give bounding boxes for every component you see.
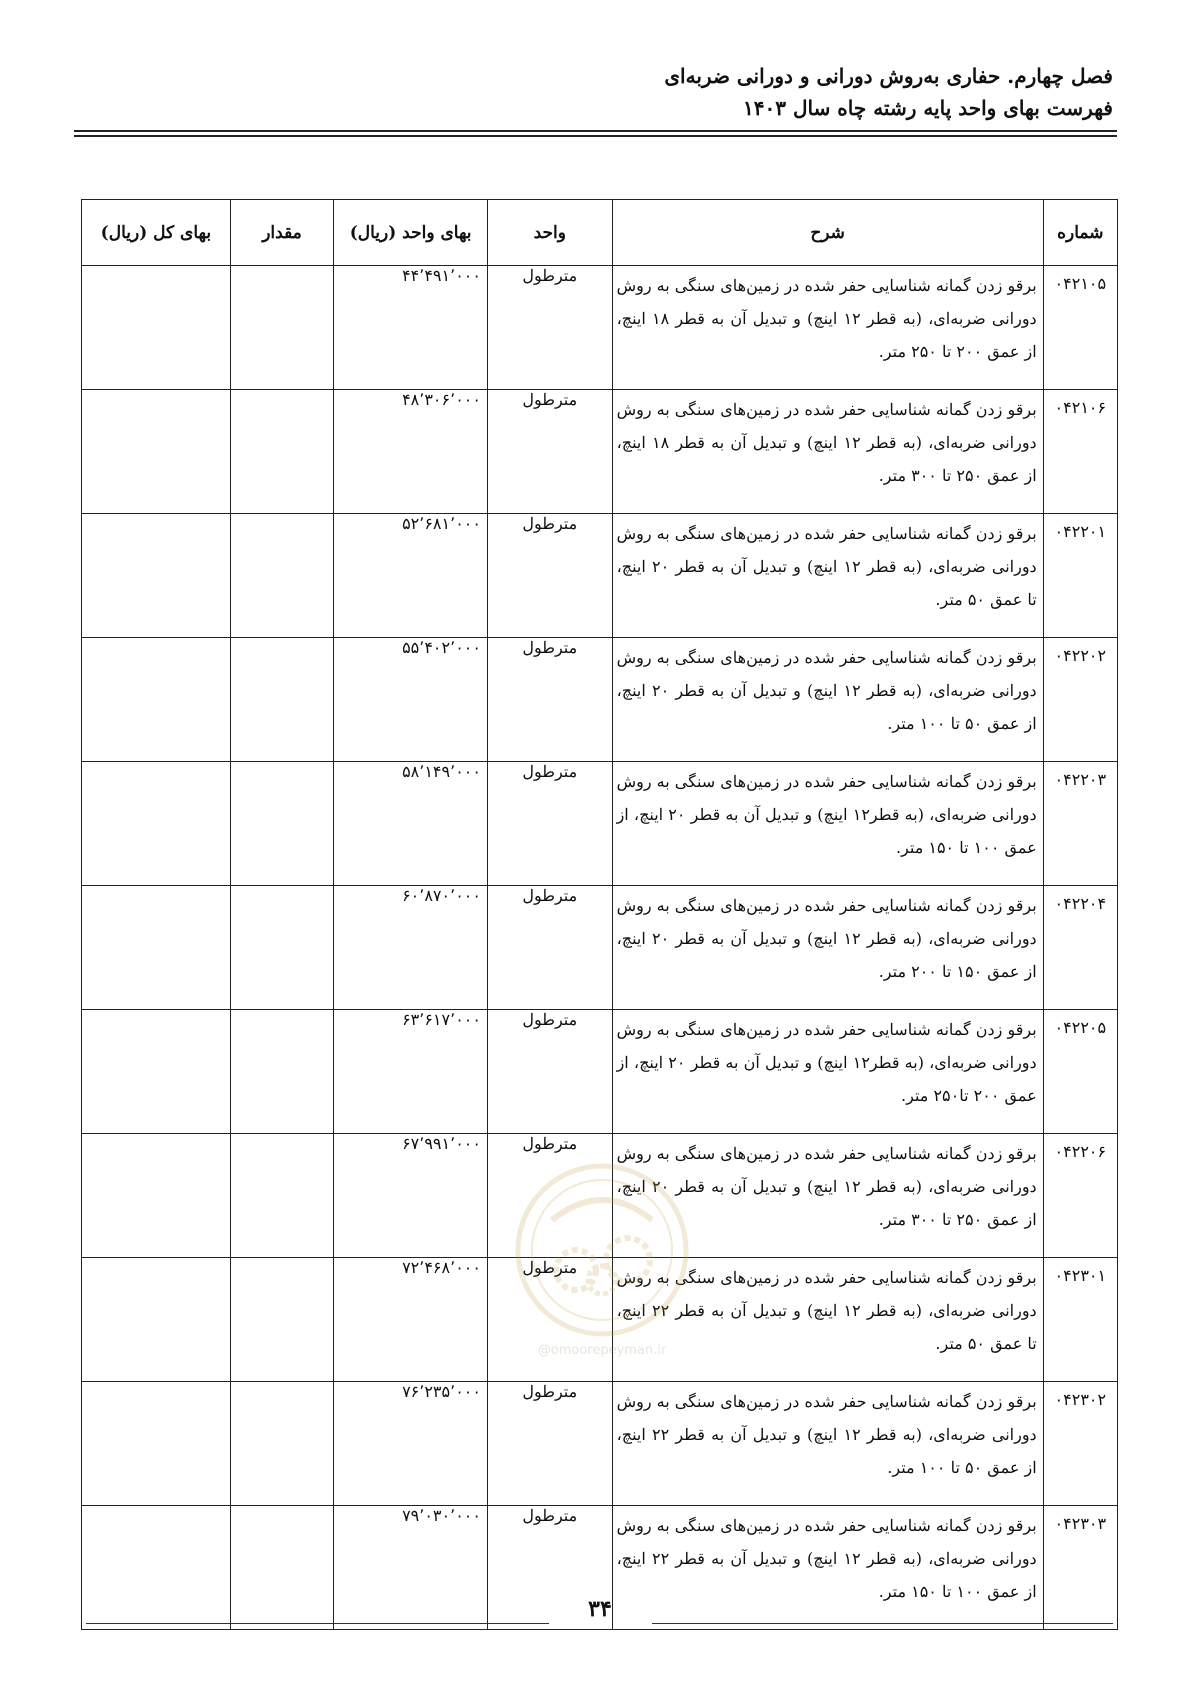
item-description: برقو زدن گمانه شناسایی حفر شده در زمین‌های سنگی به روش دورانی ضربه‌ای، (به قطر ۱۲ اینچ) و تبدیل آن به قطر ۲۰ اینچ، از عمق ۵۰ تا ۱۰۰ متر. [612,638,1043,762]
item-total-price [82,266,231,390]
item-code: ۰۴۲۲۰۴ [1043,886,1117,1010]
item-total-price [82,390,231,514]
item-code: ۰۴۲۲۰۵ [1043,1010,1117,1134]
item-quantity [230,1506,333,1630]
item-unit: مترطول [487,1506,612,1630]
item-quantity [230,1134,333,1258]
item-unit-price: ۴۴٬۴۹۱٬۰۰۰ [334,266,488,390]
item-unit-price: ۷۹٬۰۳۰٬۰۰۰ [334,1506,488,1630]
item-code: ۰۴۲۱۰۶ [1043,390,1117,514]
header-code: شماره [1043,200,1117,266]
item-unit-price: ۶۰٬۸۷۰٬۰۰۰ [334,886,488,1010]
table-row [82,1134,1118,1258]
table-row [82,266,1118,390]
item-description: برقو زدن گمانه شناسایی حفر شده در زمین‌های سنگی به روش دورانی ضربه‌ای، (به قطر ۱۲ اینچ) و تبدیل آن به قطر ۱۸ اینچ، از عمق ۲۰۰ تا ۲۵۰ متر. [612,266,1043,390]
item-quantity [230,1010,333,1134]
item-code: ۰۴۲۲۰۲ [1043,638,1117,762]
header-description: شرح [612,200,1043,266]
item-unit: مترطول [487,638,612,762]
item-description: برقو زدن گمانه شناسایی حفر شده در زمین‌های سنگی به روش دورانی ضربه‌ای، (به قطر ۱۲ اینچ) و تبدیل آن به قطر ۲۰ اینچ، تا عمق ۵۰ متر. [612,514,1043,638]
item-unit-price: ۷۶٬۲۳۵٬۰۰۰ [334,1382,488,1506]
list-title: فهرست بهای واحد پایه رشته چاه سال ۱۴۰۳ [743,96,1113,120]
watermark-text: @omoorepeyman.ir [537,1343,667,1358]
header-rule-top [74,130,1117,132]
page-header [78,60,1113,124]
item-total-price [82,1134,231,1258]
footer-rule-left [86,1623,549,1624]
header-unit: واحد [487,200,612,266]
item-quantity [230,638,333,762]
price-table [81,199,1118,1630]
item-quantity [230,1258,333,1382]
item-code: ۰۴۲۲۰۳ [1043,762,1117,886]
item-code: ۰۴۲۳۰۲ [1043,1382,1117,1506]
item-total-price [82,1506,231,1630]
item-code: ۰۴۲۲۰۱ [1043,514,1117,638]
item-description: برقو زدن گمانه شناسایی حفر شده در زمین‌های سنگی به روش دورانی ضربه‌ای، (به قطر ۱۲ اینچ) و تبدیل آن به قطر ۱۸ اینچ، از عمق ۲۵۰ تا ۳۰۰ متر. [612,390,1043,514]
table-row [82,514,1118,638]
item-total-price [82,514,231,638]
item-description: برقو زدن گمانه شناسایی حفر شده در زمین‌های سنگی به روش دورانی ضربه‌ای، (به قطر ۱۲ اینچ) و تبدیل آن به قطر ۲۲ اینچ، از عمق ۵۰ تا ۱۰۰ متر. [612,1382,1043,1506]
table-row [82,638,1118,762]
item-unit: مترطول [487,762,612,886]
item-unit-price: ۵۸٬۱۴۹٬۰۰۰ [334,762,488,886]
header-rule-bottom [74,135,1117,137]
item-unit-price: ۷۲٬۴۶۸٬۰۰۰ [334,1258,488,1382]
item-total-price [82,1382,231,1506]
header-unit-price: بهای واحد (ریال) [334,200,488,266]
page-number: ۳۴ [588,1596,612,1622]
table-row [82,762,1118,886]
item-code: ۰۴۲۲۰۶ [1043,1134,1117,1258]
item-description: برقو زدن گمانه شناسایی حفر شده در زمین‌های سنگی به روش دورانی ضربه‌ای، (به قطر ۱۲ اینچ) و تبدیل آن به قطر ۲۲ اینچ، از عمق ۱۰۰ تا ۱۵۰ متر. [612,1506,1043,1630]
item-unit: مترطول [487,1258,612,1382]
item-description: برقو زدن گمانه شناسایی حفر شده در زمین‌های سنگی به روش دورانی ضربه‌ای، (به قطر۱۲ اینچ) و تبدیل آن به قطر ۲۰ اینچ، از عمق ۲۰۰ تا۲۵۰ متر. [612,1010,1043,1134]
item-unit-price: ۶۷٬۹۹۱٬۰۰۰ [334,1134,488,1258]
item-description: برقو زدن گمانه شناسایی حفر شده در زمین‌های سنگی به روش دورانی ضربه‌ای، (به قطر ۱۲ اینچ) و تبدیل آن به قطر ۲۲ اینچ، تا عمق ۵۰ متر. [612,1258,1043,1382]
item-unit: مترطول [487,886,612,1010]
item-code: ۰۴۲۳۰۱ [1043,1258,1117,1382]
item-unit: مترطول [487,1382,612,1506]
table-row [82,886,1118,1010]
item-code: ۰۴۲۱۰۵ [1043,266,1117,390]
table-row [82,1258,1118,1382]
header-total-price: بهای کل (ریال) [82,200,231,266]
item-unit-price: ۶۳٬۶۱۷٬۰۰۰ [334,1010,488,1134]
item-quantity [230,266,333,390]
item-quantity [230,762,333,886]
item-quantity [230,390,333,514]
item-quantity [230,514,333,638]
item-unit-price: ۴۸٬۳۰۶٬۰۰۰ [334,390,488,514]
table-row [82,390,1118,514]
item-quantity [230,886,333,1010]
item-unit-price: ۵۲٬۶۸۱٬۰۰۰ [334,514,488,638]
table-row [82,1382,1118,1506]
item-unit: مترطول [487,1134,612,1258]
item-unit: مترطول [487,390,612,514]
table-header-row [82,200,1118,266]
item-description: برقو زدن گمانه شناسایی حفر شده در زمین‌های سنگی به روش دورانی ضربه‌ای، (به قطر ۱۲ اینچ) و تبدیل آن به قطر ۲۰ اینچ، از عمق ۱۵۰ تا ۲۰۰ متر. [612,886,1043,1010]
footer-rule-right [652,1623,1113,1624]
item-unit: مترطول [487,1010,612,1134]
item-description: برقو زدن گمانه شناسایی حفر شده در زمین‌های سنگی به روش دورانی ضربه‌ای، (به قطر ۱۲ اینچ) و تبدیل آن به قطر ۲۰ اینچ، از عمق ۲۵۰ تا ۳۰۰ متر. [612,1134,1043,1258]
item-total-price [82,1010,231,1134]
item-total-price [82,638,231,762]
item-unit: مترطول [487,266,612,390]
item-unit: مترطول [487,514,612,638]
chapter-title: فصل چهارم. حفاری به‌روش دورانی و دورانی ضربه‌ای [664,64,1113,88]
item-quantity [230,1382,333,1506]
item-description: برقو زدن گمانه شناسایی حفر شده در زمین‌های سنگی به روش دورانی ضربه‌ای، (به قطر۱۲ اینچ) و تبدیل آن به قطر ۲۰ اینچ، از عمق ۱۰۰ تا ۱۵۰ متر. [612,762,1043,886]
header-quantity: مقدار [230,200,333,266]
item-total-price [82,886,231,1010]
item-total-price [82,762,231,886]
item-unit-price: ۵۵٬۴۰۲٬۰۰۰ [334,638,488,762]
table-row [82,1010,1118,1134]
item-code: ۰۴۲۳۰۳ [1043,1506,1117,1630]
item-total-price [82,1258,231,1382]
